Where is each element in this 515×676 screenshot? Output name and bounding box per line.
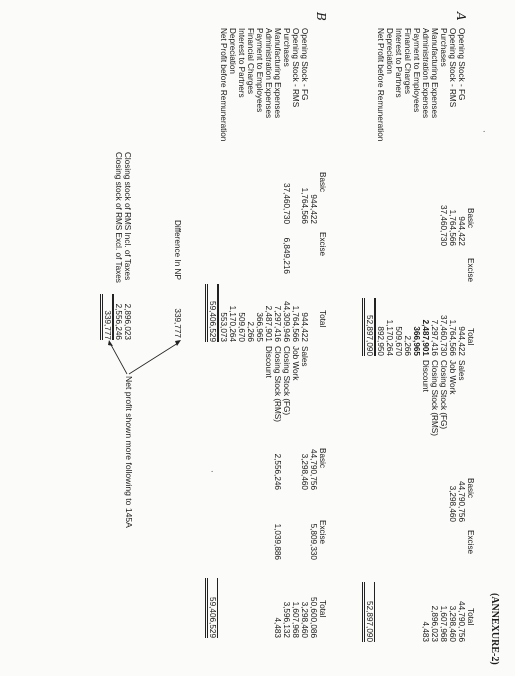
b-mid-total: 44,309,946 [282,301,291,342]
b-right-excise: 1,039,886 [273,523,282,560]
b-right-label: Job Work [291,346,300,381]
b-left-label: Purchases [282,28,291,67]
arrow-line-lower [110,343,127,374]
b-right-basic: 2,556,246 [273,453,282,490]
a-excise-header: Excise [466,258,475,283]
a-right-excise-header: Excise [466,530,475,555]
b-left-grand-total: 59,406,529 [205,284,218,342]
a-mid-total: 1,170,264 [385,319,394,356]
b-right-label: Closing Stock (RMS) [273,346,282,422]
a-mid-total: 944,422 [457,326,466,356]
diff-value: 339,777 [173,308,182,338]
a-right-total: 1,607,968 [439,605,448,642]
closing-diff-value: 339,777 [100,294,113,340]
b-mid-total: 2,487,901 [264,305,273,342]
b-total-header: Total [318,310,327,328]
a-right-total: 4,483 [421,621,430,642]
b-excise-header: Excise [318,232,327,257]
b-right-excise: 5,809,330 [309,523,318,560]
a-left-basic: 944,422 [457,216,466,246]
a-left-label: Opening Stock - FG [457,28,466,101]
b-mid-total: 2,266 [246,321,255,342]
b-mid-total: 1,170,264 [228,305,237,342]
section-b-mark: B [314,12,328,21]
arrow-head-lower [108,340,113,346]
a-right-basic-header: Basic [466,478,475,499]
b-left-basic: 944,422 [309,194,318,224]
a-left-label: Net Profit before Remuneration [376,28,385,142]
b-right-total-header: Total [318,600,327,618]
scan-speck: · [206,470,216,473]
a-mid-total: 509,670 [394,326,403,356]
a-basic-header: Basic [466,208,475,229]
scan-speck: · [478,130,488,133]
section-a-mark: A [454,12,468,21]
a-mid-total: 1,764,566 [448,319,457,356]
a-right-label: Discount [421,360,430,392]
a-right-total: 2,896,023 [430,605,439,642]
b-right-excise-header: Excise [318,520,327,545]
a-right-grand-total: 52,897,090 [362,582,375,642]
b-right-total: 3,596,132 [282,601,291,638]
b-left-label: Opening Stock - FG [300,28,309,101]
net-profit-note: Net profit shown more following to 145A [124,376,134,528]
a-right-total-header: Total [466,608,475,626]
b-right-grand-total: 59,406,529 [205,578,218,638]
b-right-basic-header: Basic [318,448,327,469]
a-left-label: Administration Expenses [421,28,430,119]
b-right-total: 3,298,460 [300,601,309,638]
closing-incl-value: 2,896,023 [123,303,132,340]
a-left-grand-total: 52,897,090 [362,298,375,356]
b-mid-total: 366,965 [255,312,264,342]
b-right-label: Discount [264,346,273,378]
a-left-basic: 1,764,566 [448,209,457,246]
b-left-basic: 37,460,730 [282,183,291,224]
a-left-label: Opening Stock - RMS [448,28,457,108]
b-right-basic: 44,790,756 [309,449,318,490]
b-left-basic: 1,764,566 [300,187,309,224]
arrow-head-upper [175,340,181,346]
a-total-header: Total [466,328,475,346]
b-left-excise: 6,849,216 [282,237,291,274]
a-left-label: Purchases [439,28,448,67]
closing-incl-label: Closing stock of RMS Incl. of Taxes [123,152,132,281]
b-left-label: Manufacturing Expenses [273,28,282,119]
b-right-total: 1,607,968 [291,601,300,638]
a-mid-total: 2,487,901 [421,319,430,356]
b-right-total: 4,483 [273,617,282,638]
b-right-label: Sales [300,346,309,367]
a-mid-total: 7,297,416 [430,319,439,356]
b-basic-header: Basic [318,172,327,193]
annexure-heading: (ANNEXURE-2) [489,593,500,665]
b-left-label: Net Profit before Remuneration [219,28,228,142]
a-right-total: 3,298,460 [448,605,457,642]
a-left-label: Depreciation [385,28,394,74]
b-right-label: Closing Stock (FG) [282,346,291,416]
a-left-basic: 37,460,730 [439,205,448,246]
closing-excl-label: Closing stock of RMS Excl. of Taxes [114,152,123,283]
b-mid-total: 944,422 [300,312,309,342]
b-left-label: Interest to Partners [237,28,246,98]
b-mid-total: 7,297,416 [273,305,282,342]
b-left-label: Opening Stock - RMS [291,28,300,108]
a-mid-total: 2,266 [403,335,412,356]
a-right-label: Sales [457,360,466,381]
a-right-label: Closing Stock (RMS) [430,360,439,436]
b-left-label: Financial Charges [246,28,255,94]
b-left-label: Administration Expenses [264,28,273,119]
closing-excl-value: 2,556,246 [113,294,123,340]
a-right-label: Closing Stock (FG) [439,360,448,430]
arrow-line-upper [129,343,178,374]
a-left-label: Manufacturing Expenses [430,28,439,119]
b-mid-total: 1,764,566 [291,305,300,342]
a-left-label: Payment to Employees [412,28,421,113]
b-left-label: Depreciation [228,28,237,74]
b-right-basic: 3,298,460 [300,453,309,490]
a-mid-total: 366,965 [412,326,421,356]
a-left-label: Financial Charges [403,28,412,94]
a-mid-total: 892,950 [375,298,385,356]
a-right-label: Job Work [448,360,457,395]
b-mid-total: 553,073 [218,284,228,342]
a-right-total: 44,790,756 [457,601,466,642]
b-mid-total: 509,670 [237,312,246,342]
b-left-label: Payment to Employees [255,28,264,113]
b-right-total: 50,600,086 [309,597,318,638]
diff-label: Difference In NP [173,220,182,280]
a-left-label: Interest to Partners [394,28,403,98]
a-right-basic: 44,790,756 [457,481,466,522]
a-mid-total: 37,460,730 [439,315,448,356]
a-right-basic: 3,298,460 [448,485,457,522]
